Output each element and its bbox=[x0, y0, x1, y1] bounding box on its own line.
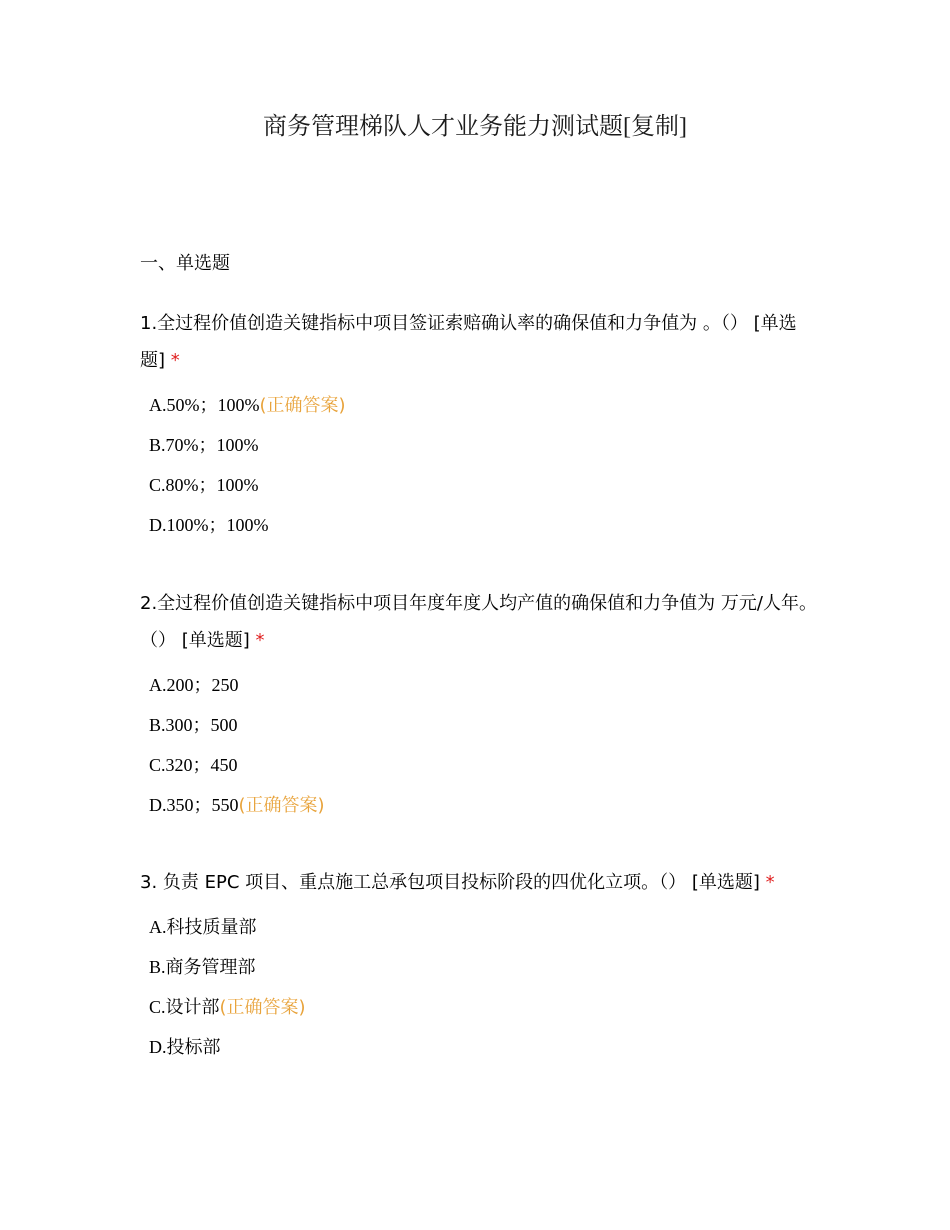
question-2 bbox=[140, 585, 820, 825]
option-text: 320；450 bbox=[165, 755, 238, 775]
option-label: D. bbox=[149, 795, 167, 815]
option-text: 80%；100% bbox=[165, 475, 259, 495]
option-b[interactable] bbox=[149, 947, 820, 987]
option-text: 商务管理部 bbox=[165, 957, 256, 978]
option-b[interactable] bbox=[149, 705, 820, 745]
option-d[interactable] bbox=[149, 785, 820, 825]
page-title: 商务管理梯队人才业务能力测试题[复制] bbox=[263, 114, 687, 140]
section-heading: 一、单选题 bbox=[140, 253, 230, 274]
question-1 bbox=[140, 305, 820, 545]
option-d[interactable] bbox=[149, 1027, 820, 1067]
option-label: A. bbox=[149, 395, 167, 415]
required-mark: * bbox=[170, 350, 180, 371]
question-prompt: 3. 负责 EPC 项目、重点施工总承包项目投标阶段的四优化立项。（） [单选题] bbox=[140, 872, 760, 893]
question-text bbox=[140, 864, 820, 901]
option-text: 100%；100% bbox=[166, 515, 269, 535]
option-list bbox=[140, 907, 820, 1067]
option-a[interactable] bbox=[149, 907, 820, 947]
option-text: 350；550 bbox=[166, 795, 239, 815]
option-label: D. bbox=[149, 515, 167, 535]
option-text: 科技质量部 bbox=[166, 917, 257, 938]
option-text: 200；250 bbox=[166, 675, 239, 695]
option-label: C. bbox=[149, 755, 166, 775]
option-b[interactable] bbox=[149, 425, 820, 465]
option-a[interactable] bbox=[149, 385, 820, 425]
required-mark: * bbox=[765, 872, 775, 893]
option-c[interactable] bbox=[149, 987, 820, 1027]
option-a[interactable] bbox=[149, 665, 820, 705]
option-label: A. bbox=[149, 917, 167, 937]
correct-answer-tag: (正确答案) bbox=[238, 795, 325, 816]
option-text: 70%；100% bbox=[165, 435, 259, 455]
question-text bbox=[140, 585, 820, 659]
question-text bbox=[140, 305, 820, 379]
option-text: 投标部 bbox=[166, 1037, 221, 1058]
correct-answer-tag: (正确答案) bbox=[259, 395, 346, 416]
option-list bbox=[140, 665, 820, 825]
option-text: 300；500 bbox=[165, 715, 238, 735]
option-label: B. bbox=[149, 435, 166, 455]
option-list bbox=[140, 385, 820, 545]
option-label: C. bbox=[149, 475, 166, 495]
option-text: 50%；100% bbox=[166, 395, 260, 415]
question-3 bbox=[140, 864, 820, 1067]
option-text: 设计部 bbox=[165, 997, 220, 1018]
question-prompt: 2.全过程价值创造关键指标中项目年度年度人均产值的确保值和力争值为 万元/人年。（） [单选题] bbox=[140, 593, 817, 651]
option-d[interactable] bbox=[149, 505, 820, 545]
option-label: B. bbox=[149, 957, 166, 977]
option-label: D. bbox=[149, 1037, 167, 1057]
option-c[interactable] bbox=[149, 465, 820, 505]
question-prompt: 1.全过程价值创造关键指标中项目签证索赔确认率的确保值和力争值为 。（） [单选题] bbox=[140, 313, 797, 371]
required-mark: * bbox=[255, 630, 265, 651]
option-label: C. bbox=[149, 997, 166, 1017]
correct-answer-tag: (正确答案) bbox=[219, 997, 306, 1018]
option-label: B. bbox=[149, 715, 166, 735]
option-label: A. bbox=[149, 675, 167, 695]
option-c[interactable] bbox=[149, 745, 820, 785]
